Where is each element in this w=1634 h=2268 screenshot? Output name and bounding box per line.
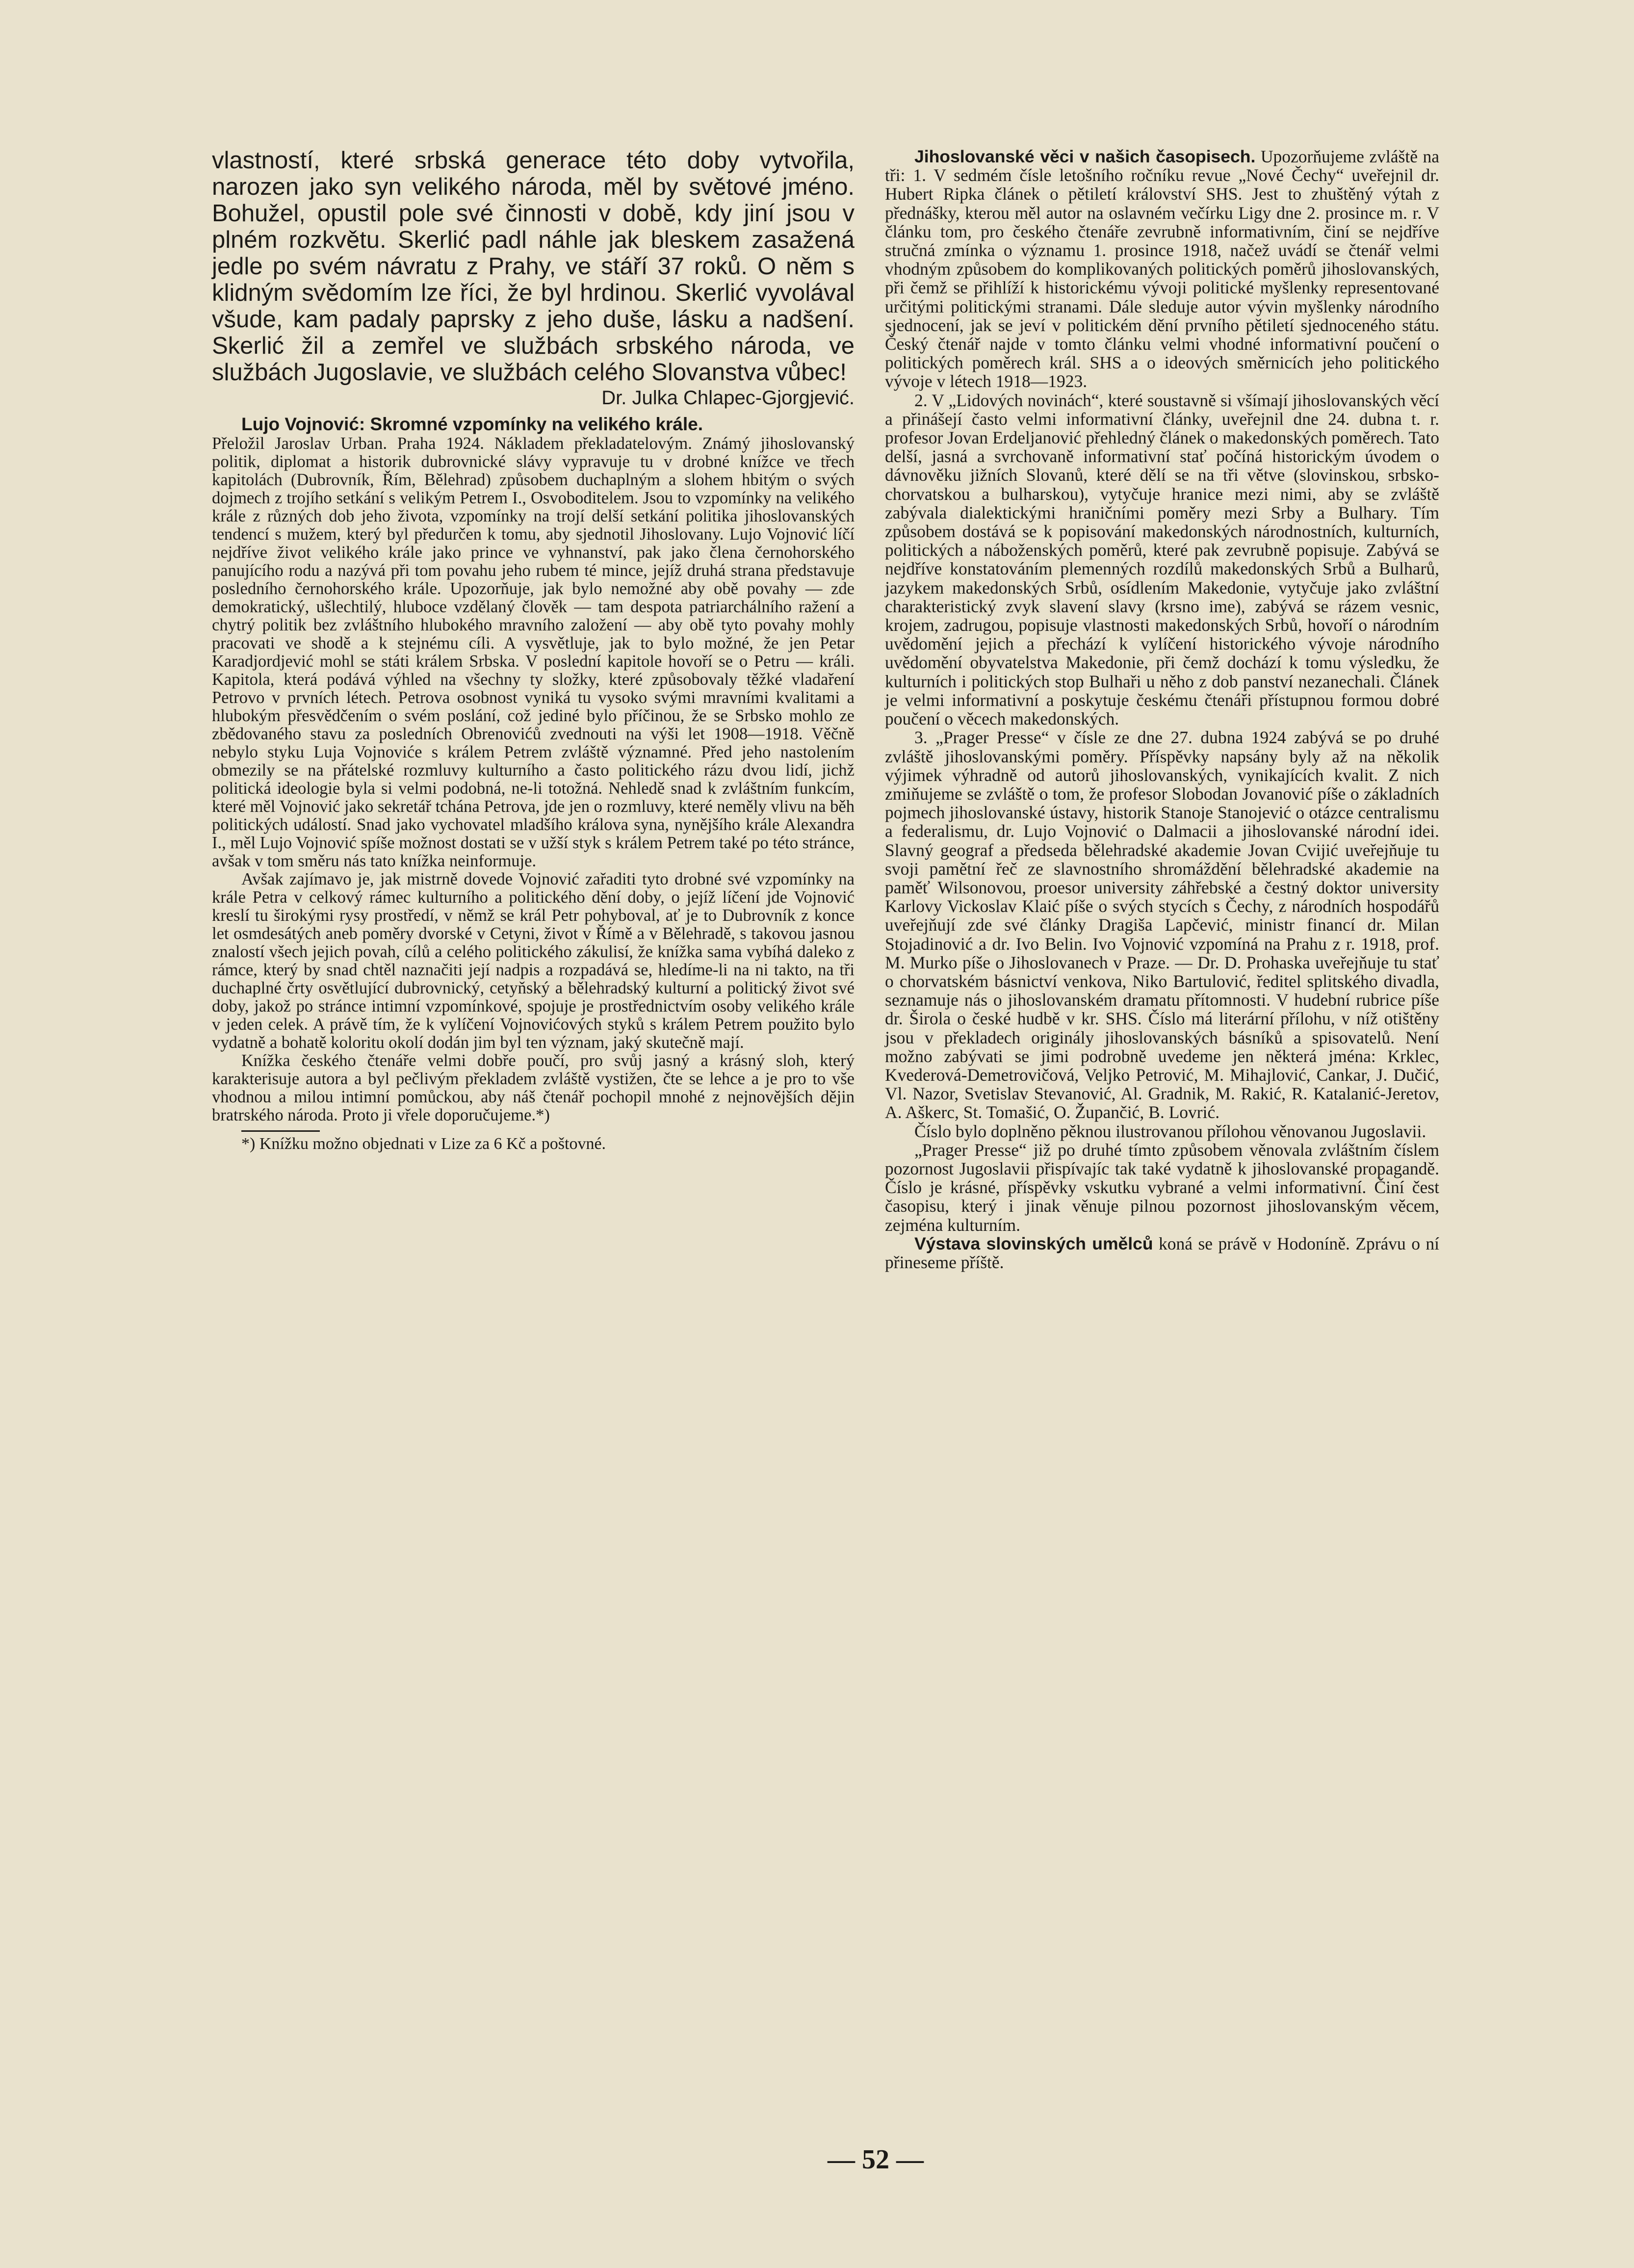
footnote: *) Knížku možno objednati v Lize za 6 Kč a poštovné.	[241, 1135, 606, 1153]
exhibition-heading: Výstava slovinských umělců	[914, 1233, 1153, 1253]
exhibition-text: koná se právě v Hodoníně. Zprávu o ní přineseme příště.	[885, 1233, 1440, 1272]
right-column	[885, 147, 1439, 1272]
review-paragraph-3: Knížka českého čtenáře velmi dobře poučí, pro svůj jasný a krásný sloh, který karakterisuje autora a byl pečlivým překladem zvláště vystižen, čte se lehce a je pro to vše vhodnou a milou intimní pomůckou, aby náš čtenář pochopil mnohé z nejnovějších dějin bratrského národa. Proto ji vřele doporučujeme.*)	[212, 1051, 855, 1124]
journals-text-1: Upozorňujeme zvláště na tři: 1. V sedmém čísle letošního ročníku revue „Nové Čechy“ uveřejnil dr. Hubert Ripka článek o pětiletí království SHS. Jest to zhuštěný výtah z přednášky, kterou měl autor na oslavném večírku Ligy dne 2. prosince m. r. V článku tom, pro českého čtenáře zevrubně informativním, činí se nejdříve stručná zmínka o významu 1. prosince 1918, načež uvádí se čtenář velmi vhodným způsobem do komplikovaných politických poměrů jihoslovanských, při čemž se přihlíží k historickému vývoji politické myšlenky representované určitými politickými stranami. Dále sleduje autor vývin myšlenky národního sjednocení, jak se jeví v politickém dění prvního pětiletí sjednoceného státu. Český čtenář najde v tomto článku velmi vhodné informativní poučení o politických poměrech král. SHS a o ideových směrnicích jeho politického vývoje v létech 1918—1923.	[885, 147, 1439, 391]
author-signature: Dr. Julka Chlapec-Gjorgjević.	[601, 387, 855, 409]
journals-paragraph-1	[885, 147, 1439, 391]
review-paragraph-2: Avšak zajímavo je, jak mistrně dovede Vojnović zařaditi tyto drobné své vzpomínky na krále Petra v celkový rámec kulturního a politického dění doby, o jejíž líčení jde Vojnović kreslí tu širokými rysy prostředí, v němž se král Petr pohyboval, ať je to Dubrovník z konce let osmdesátých aneb poměry dvorské v Cetyni, život v Římě a v Bělehradě, s takovou jasnou znalostí všech jejich povah, cílů a celého politického zákulisí, že knížka sama vybíhá daleko z rámce, který by snad chtěl naznačiti její nadpis a rozpadává se, hledíme-li na ni takto, na tři duchaplné črty osvětlující dubrovnický, cetyňský a bělehradský kulturní a politický život své doby, jakož po stránce intimní vzpomínkové, spojuje je prostřednictvím osoby velikého krále v jeden celek. A právě tím, že k vylíčení Vojnovićových styků s králem Petrem použito bylo vydatně a bohatě koloritu okolí dodán jim byl ten význam, jaký skutečně mají.	[212, 870, 855, 1052]
journals-heading: Jihoslovanské věci v našich časopisech.	[914, 147, 1256, 166]
journals-paragraph-4: Číslo bylo doplněno pěknou ilustrovanou přílohou věnovanou Jugoslavii.	[914, 1121, 1427, 1141]
journals-paragraph-3: 3. „Prager Presse“ v čísle ze dne 27. dubna 1924 zabývá se po druhé zvláště jihoslovanskými poměry. Příspěvky napsány byly až na několik výjimek výhradně od autorů jihoslovanských, vynikajících kvalit. Z nich zmiňujeme se zvláště o tom, že profesor Slobodan Jovanović píše o základních pojmech jihoslovanské ústavy, historik Stanoje Stanojević o otázce centralismu a federalismu, dr. Lujo Vojnović o Dalmacii a jihoslovanské národní idei. Slavný geograf a předseda bělehradské akademie Jovan Cvijić uveřejňuje tu svoji pamětní řeč ze slavnostního shromáždění bělehradské akademie na paměť Wilsonovou, proesor university záhřebské a čestný doktor university Karlovy Vickoslav Klaić píše o svých stycích s Čechy, z národních hospodářů uveřejňují zde své články Dragiša Lapčević, ministr financí dr. Milan Stojadinović a dr. Ivo Belin. Ivo Vojnović vzpomíná na Prahu z r. 1918, prof. M. Murko píše o Jihoslovanech v Praze. — Dr. D. Prohaska uveřejňuje tu stať o chorvatském básnictví venkova, Niko Bartulović, ředitel splitského divadla, seznamuje nás o jihoslovanském dramatu přítomnosti. V hudební rubrice píše dr. Širola o české hudbě v kr. SHS. Číslo má literární přílohu, v níž otištěny jsou v překladech originály jihoslovanských básníků a spisovatelů. Není možno zabývati se jimi podrobně uvedeme jen některá jména: Krklec, Kvederová-Demetrovičová, Veljko Petrović, M. Mihajlović, Cankar, J. Dučić, Vl. Nazor, Svetislav Stevanović, Al. Gradnik, M. Rakić, R. Katalanić-Jeretov, A. Aškerc, St. Tomašić, O. Župančić, B. Lovrić.	[885, 728, 1439, 1122]
book-review	[212, 414, 855, 1153]
journals-paragraph-5: „Prager Presse“ již po druhé tímto způsobem věnovala zvláštním číslem pozornost Jugoslavii přispívajíc tak také vydatně k jihoslovanské propagandě. Číslo je krásné, příspěvky vskutku vybrané a velmi informativní. Činí čest časopisu, který i jinak věnuje pilnou pozornost jihoslovanským věcem, zejména kulturním.	[885, 1140, 1439, 1235]
skerlic-obituary-paragraph	[212, 147, 855, 411]
footnote-divider	[241, 1130, 320, 1132]
left-column	[212, 147, 855, 1153]
journals-paragraph-2: 2. V „Lidových novinách“, které soustavně si všímají jihoslovanských věcí a přinášejí často velmi informativní články, uveřejnil dne 24. dubna t. r. profesor Jovan Erdeljanović přehledný článek o makedonských poměrech. Tato delší, jasná a svrchovaně informativní stať počíná historickým úvodem o dávnověku jižních Slovanů, které dělí se na tři větve (slovinskou, srbsko-chorvatskou a bulharskou), vytyčuje hranice mezi nimi, aby se zvláště zabývala dialektickými hraničními poměry mezi Srby a Bulhary. Tím způsobem dostává se k popisování makedonských národnostních, kulturních, politických a náboženských poměrů, které pak zevrubně popisuje. Zabývá se nejdříve konstatováním plemenných rozdílů makedonských Srbů a Bulharů, jazykem makedonských Srbů, osídlením Makedonie, vytyčuje jako zvláštní charakteristický zvyk slavení slavy (krsno ime), zabývá se rázem vesnic, krojem, zadrugou, popisuje vlastnosti makedonských Srbů, hovoří o národním uvědomění jejich a přechází k vylíčení historického vývoje národního uvědomění obyvatelstva Makedonie, při čemž dochází k tomu výsledku, že kulturních i politických stop Bulhaři u něho z dob panství nezanechali. Článek je velmi informativní a poskytuje českému čtenáři přístupnou formou dobré poučení o věcech makedonských.	[885, 390, 1439, 729]
review-paragraph-1: Přeložil Jaroslav Urban. Praha 1924. Nákladem překladatelovým. Známý jihoslovanský politik, diplomat a historik dubrovnické slávy vypravuje tu v drobné knížce ve třech kapitolách (Dubrovník, Řím, Bělehrad) způsobem duchaplným a slohem hbitým o svých dojmech z trojího setkání s velikým Petrem I., Osvoboditelem. Jsou to vzpomínky na velikého krále z různých dob jeho života, vzpomínky na trojí delší setkání politika jihoslovanských tendencí s mužem, který byl předurčen k tomu, aby sjednotil Jihoslovany. Lujo Vojnović líčí nejdříve život velikého krále jako prince ve vyhnanství, pak jako člena černohorského panujícího rodu a nazývá při tom povahu jeho rubem té mince, jejíž druhá strana představuje posledního černohorského krále. Upozorňuje, jak bylo nemožné aby obě povahy — zde demokratický, ušlechtilý, hluboce vzdělaný člověk — tam despota patriarchálního ražení a chytrý politik bez zvláštního hlubokého mravního založení — aby obě tyto povahy mohly pracovati ve shodě a k stejnému cíli. A vysvětluje, jak to bylo možné, že jen Petar Karadjordjević mohl se státi králem Srbska. V poslední kapitole hovoří se o Petru — králi. Kapitola, která podává výhled na všechny ty složky, které způsobovaly těžké vladaření Petrovo v prvních létech. Petrova osobnost vyniká tu vysoko svými mravními kvalitami a hlubokým přesvědčením o svém poslání, což jediné bylo příčinou, že se Srbsko mohlo ze zbědovaného stavu za posledních Obrenovićů zvednouti na výši let 1908—1918. Věčně nebylo styku Luja Vojnoviće s králem Petrem zvláště významné. Před jeho nastolením obmezily se na přátelské rozmluvy kulturního a často politického rázu dvou lidí, jichž politická ideologie byla si velmi podobná, ne-li totožná. Nehledě snad k zvláštním funkcím, které měl Vojnović jako sekretář tchána Petrova, jde jen o rozmluvy, které neměly vlivu na běh politických událostí. Snad jako vychovatel mladšího králova syna, nynějšího krále Alexandra I., měl Lujo Vojnović spíše možnost dostati se v užší styk s králem Petrem také po této stránce, avšak v tom směru nás tato knížka neinformuje.	[212, 434, 855, 870]
obituary-text: vlastností, které srbská generace této doby vytvořila, narozen jako syn velikého národa, měl by světové jméno. Bohužel, opustil pole své činnosti v době, kdy jiní jsou v plném rozkvětu. Skerlić padl náhle jak bleskem zasažená jedle po svém návratu z Prahy, ve stáří 37 roků. O něm s klidným svědomím lze říci, že byl hrdinou. Skerlić vyvolával všude, kam padaly paprsky z jeho duše, lásku a nadšení. Skerlić žil a zemřel ve službách srbského národa, ve službách Jugoslavie, ve službách celého Slovanstva vůbec!	[212, 147, 855, 386]
exhibition-paragraph	[885, 1234, 1439, 1272]
review-heading: Lujo Vojnović: Skromné vzpomínky na velikého krále.	[241, 414, 703, 434]
page-number: — 52 —	[828, 2144, 924, 2175]
